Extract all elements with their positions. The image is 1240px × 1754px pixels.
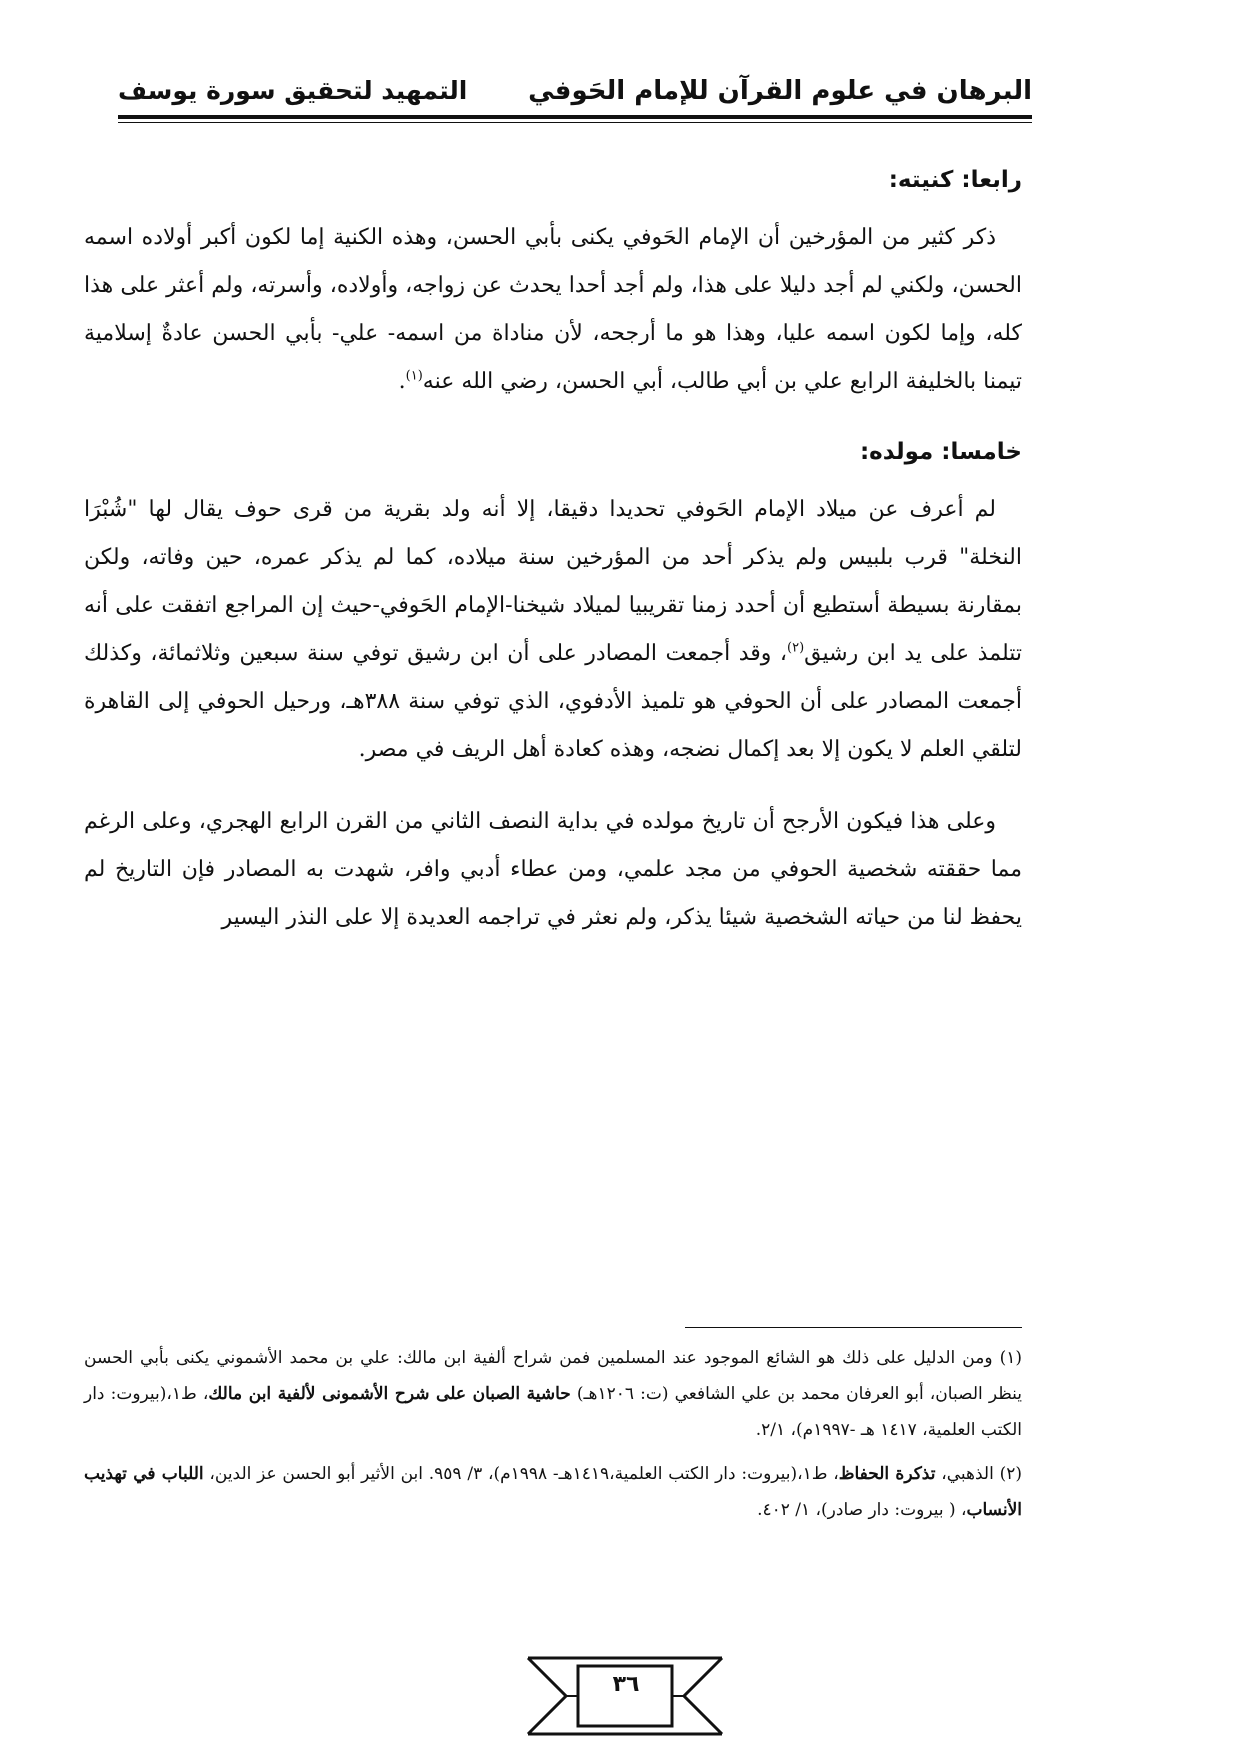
section-heading-birth: خامسا: مولده: bbox=[859, 439, 1022, 465]
footnote-text: (٢) الذهبي، bbox=[935, 1464, 1022, 1484]
section-heading-kunya: رابعا: كنيته: bbox=[888, 167, 1022, 193]
paragraph-kunya bbox=[84, 214, 1022, 406]
book-title: البرهان في علوم القرآن للإمام الحَوفي bbox=[528, 76, 1032, 106]
paragraph-conclusion: وعلى هذا فيكون الأرجح أن تاريخ مولده في بداية النصف الثاني من القرن الرابع الهجري، وعلى الرغم مما حققته شخصية الحوفي من مجد علمي، ومن عطاء أدبي وافر، شهدت به المصادر فإن التاريخ لم يحفظ لنا من حياته الشخصية شيئا يذكر، ولم نعثر في تراجمه العديدة إلا على النذر اليسير bbox=[84, 809, 1022, 930]
paragraph-text-end: . bbox=[398, 369, 406, 394]
footnote-text: ، ط١،(بيروت: دار الكتب العلمية،١٤١٩هـ- ١٩٩٨م)، ٣/ ٩٥٩. ابن الأثير أبو الحسن عز الدين، bbox=[203, 1464, 839, 1484]
footnote-book-title: اللباب في تهذيب الأنساب bbox=[84, 1464, 1022, 1520]
paragraph-text: لم أعرف عن ميلاد الإمام الحَوفي تحديدا دقيقا، إلا أنه ولد بقرية من قرى حوف يقال لها "شُبْرَا النخلة" قرب بلبيس ولم يذكر أحد من المؤرخين سنة ميلاده، كما لم يذكر عمره، حين وفاته، ولكن بمقارنة بسيطة أستطيع أن أحدد زمنا تقريبيا لميلاد شيخنا-الإمام الحَوفي-حيث إن المراجع اتفقت على أنه تتلمذ على يد ابن رشيق bbox=[84, 497, 1022, 666]
main-content bbox=[84, 160, 1022, 942]
footnote-text: (١) ومن الدليل على ذلك هو الشائع الموجود عند المسلمين فمن شراح ألفية ابن مالك: علي بن محمد الأشموني يكنى بأبي الحسن ينظر الصبان، أبو العرفان محمد بن علي الشافعي (ت: ١٢٠٦هـ) bbox=[84, 1348, 1023, 1404]
paragraph-text: ذكر كثير من المؤرخين أن الإمام الحَوفي يكنى بأبي الحسن، وهذه الكنية إما لكون أكبر أولاده اسمه الحسن، ولكني لم أجد دليلا على هذا، ولم أجد أحدا يحدث عن زواجه، وأولاده، وأسرته، ولم أعثر على هذا كله، وإما لكون اسمه عليا، وهذا هو ما أرجحه، لأن مناداة من اسمه- علي- بأبي الحسن عادةٌ إسلامية تيمنا بالخليفة الرابع علي بن أبي طالب، أبي الحسن، رضي الله عنه bbox=[84, 225, 1022, 394]
footnote-text: ، ط١،(بيروت: دار الكتب العلمية، ١٤١٧ هـ -١٩٩٧م)، ٢/١. bbox=[84, 1384, 1022, 1440]
footnotes bbox=[84, 1340, 1022, 1536]
footnote-ref-2[interactable]: (٢) bbox=[787, 640, 805, 656]
page-number: ٣٦ bbox=[612, 1672, 640, 1697]
footnote-book-title: تذكرة الحفاظ bbox=[838, 1464, 936, 1484]
paragraph-text-continued: ، وقد أجمعت المصادر على أن ابن رشيق توفي سنة سبعين وثلاثمائة، وكذلك أجمعت المصادر على أن الحوفي هو تلميذ الأدفوي، الذي توفي سنة ٣٨٨هـ، ورحيل الحوفي إلى القاهرة لتلقي العلم لا يكون إلا بعد إكمال نضجه، وهذه كعادة أهل الريف في مصر. bbox=[84, 641, 1022, 762]
footnote-2 bbox=[84, 1456, 1022, 1528]
footnote-text: ، ( بيروت: دار صادر)، ١/ ٤٠٢. bbox=[757, 1500, 967, 1520]
header-rule bbox=[118, 115, 1032, 119]
header-rule-thin bbox=[118, 122, 1032, 123]
section-title: التمهيد لتحقيق سورة يوسف bbox=[118, 76, 468, 105]
footnote-book-title: حاشية الصبان على شرح الأشمونى لألفية ابن مالك bbox=[208, 1384, 571, 1404]
footnote-separator bbox=[685, 1327, 1022, 1328]
footnote-ref-1[interactable]: (١) bbox=[405, 368, 423, 384]
page-number-badge bbox=[520, 1650, 730, 1742]
footnote-1 bbox=[84, 1340, 1022, 1448]
paragraph-birth bbox=[84, 486, 1022, 774]
